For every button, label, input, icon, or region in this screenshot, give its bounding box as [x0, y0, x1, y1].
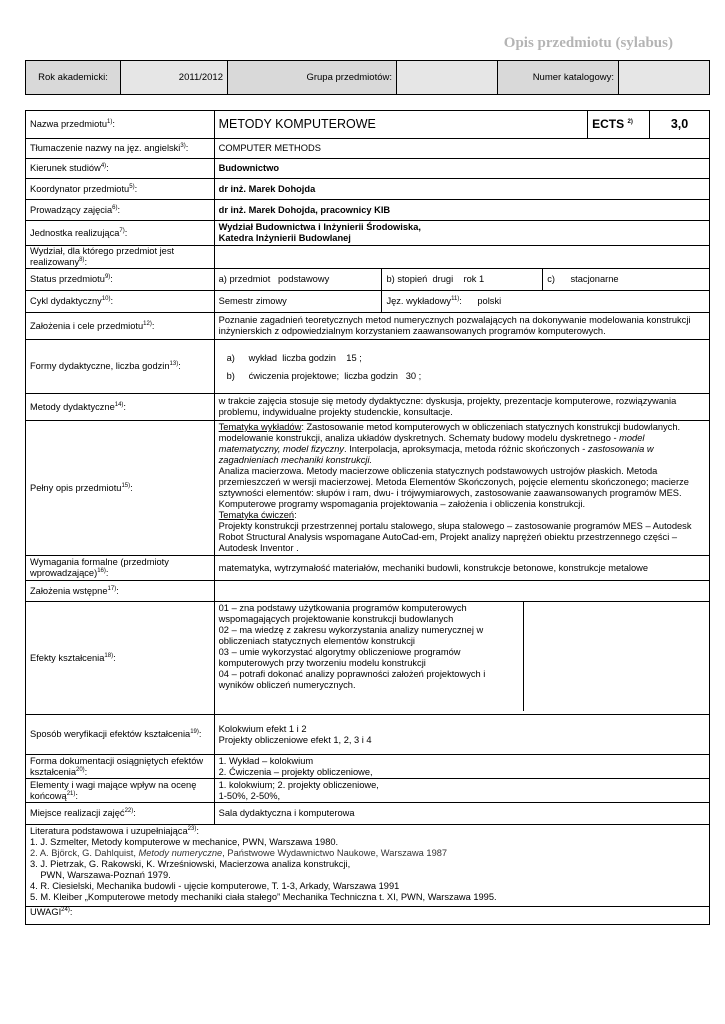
lit-item-4: 4. R. Ciesielski, Mechanika budowli - ujęcie komputerowe, T. 1-3, Arkady, Warszawa 1991: [30, 881, 400, 891]
nazwa-label: Nazwa przedmiotu$^{1)}$:: [26, 111, 215, 139]
row-tlumaczenie: [26, 139, 710, 159]
wydzial-label: Wydział, dla którego przedmiot jest realizowany$^{8)}$:: [26, 246, 215, 269]
forma-value: 1. Wykład – kolokwium 2. Ćwiczenia – projekty obliczeniowe,: [214, 755, 709, 779]
kierunek-value: Budownictwo: [214, 159, 709, 179]
formy-label: Formy dydaktyczne, liczba godzin$^{13)}$:: [26, 340, 215, 394]
rok-label: Rok akademicki:: [26, 61, 121, 95]
zalozenia-label: Założenia i cele przedmiotu$^{12)}$:: [26, 313, 215, 340]
row-pelny-opis: [26, 421, 710, 556]
lit-item-3b: PWN, Warszawa-Poznań 1979.: [30, 870, 171, 880]
cykl-label: Cykl dydaktyczny$^{10)}$:: [26, 291, 215, 313]
miejsce-value: Sala dydaktyczna i komputerowa: [214, 803, 709, 825]
cykl-value: Semestr zimowy: [214, 291, 382, 313]
status-a: a) przedmiot podstawowy: [214, 269, 382, 291]
row-wymagania: [26, 556, 710, 581]
rok-value: 2011/2012: [121, 61, 228, 95]
koordynator-value: dr inż. Marek Dohojda: [214, 179, 709, 200]
row-sposob: [26, 715, 710, 755]
grupa-label: Grupa przedmiotów:: [228, 61, 397, 95]
row-efekty: [26, 602, 710, 715]
status-b: b) stopień drugi rok 1: [382, 269, 543, 291]
wymagania-label: Wymagania formalne (przedmioty wprowadzające)$^{16)}$:: [26, 556, 215, 581]
status-c: c) stacjonarne: [543, 269, 710, 291]
row-nazwa: [26, 111, 710, 139]
row-zalozenia-wstepne: [26, 581, 710, 602]
efekty-inner: [215, 602, 709, 711]
uwagi-cell: UWAGI$^{24)}$:: [26, 907, 710, 925]
wymagania-value: matematyka, wytrzymałość materiałów, mechaniki budowli, konstrukcje betonowe, konstrukcje metalowe: [214, 556, 709, 581]
elementy-value: 1. kolokwium; 2. projekty obliczeniowe, 1-50%, 2-50%,: [214, 779, 709, 803]
kierunek-label: Kierunek studiów$^{4)}$:: [26, 159, 215, 179]
metody-label: Metody dydaktyczne$^{14)}$:: [26, 394, 215, 421]
tlumaczenie-label: Tłumaczenie nazwy na jęz. angielski$^{3)}$:: [26, 139, 215, 159]
ects-label: ECTS $^{2)}$: [588, 111, 650, 139]
zalozenia-wst-value: [214, 581, 709, 602]
lit-item-1: 1. J. Szmelter, Metody komputerowe w mechanice, PWN, Warszawa 1980.: [30, 837, 339, 847]
prowadzacy-label: Prowadzący zajęcia$^{6)}$:: [26, 200, 215, 221]
page-header-title: Opis przedmiotu (sylabus): [503, 35, 673, 51]
lit-item-3: 3. J. Pietrzak, G. Rakowski, K. Wrześniowski, Macierzowa analiza konstrukcji,: [30, 859, 351, 869]
metody-value: w trakcie zajęcia stosuje się metody dydaktyczne: dyskusja, projekty, prezentacje komputerowe, rozwiązywania problemu, indywidualne projekty studenckie, konsultacje.: [214, 394, 709, 421]
row-kierunek: [26, 159, 710, 179]
zalozenia-value: Poznanie zagadnień teoretycznych metod numerycznych pozwalających na dokonywanie modelowania konstrukcji inżynierskich z odpowiedzialnym korzystaniem zaawansowanych programów komputerowych.: [214, 313, 709, 340]
row-prowadzacy: [26, 200, 710, 221]
elementy-label: Elementy i wagi mające wpływ na ocenę końcową$^{21)}$:: [26, 779, 215, 803]
sposob-value: Kolokwium efekt 1 i 2 Projekty obliczeniowe efekt 1, 2, 3 i 4: [214, 715, 709, 755]
top-info-table: [25, 60, 710, 95]
lit-item-5: 5. M. Kleiber „Komputerowe metody mechaniki ciała stałego” Mechanika Techniczna t. XI, PWN, Warszawa 1995.: [30, 892, 497, 902]
row-zalozenia: [26, 313, 710, 340]
row-wydzial: [26, 246, 710, 269]
row-status: [26, 269, 710, 291]
row-forma: [26, 755, 710, 779]
row-uwagi: [26, 907, 710, 925]
numer-value: [619, 61, 710, 95]
jezyk-cell: Jęz. wykładowy$^{11)}$: polski: [382, 291, 710, 313]
jednostka-label: Jednostka realizująca$^{7)}$:: [26, 221, 215, 246]
pelny-label: Pełny opis przedmiotu$^{15)}$:: [26, 421, 215, 556]
pelny-value: Tematyka wykładów: Zastosowanie metod komputerowych w obliczeniach statycznych konstrukcji budowlanych. modelowanie konstrukcji, analiza układów dyskretnych. Schematy budowy modelu dyskretnego - model matematyczny, model fizyczny. Interpolacja, aproksymacja, metoda różnic skończonych - zastosowania w zagadnieniach mechaniki konstrukcji. Analiza macierzowa. Metody macierzowe obliczenia statycznych podstawowych ustrojów płaskich. Metoda przemieszczeń w wersji macierzowej. Metoda Elementów Skończonych, pojęcie elementu skończonego; macierze sztywności elementów: słupów i ram, dwu- i trójwymiarowych, zastosowanie zaawansowanych programów MES. Komputerowe programy wspomagania projektowania – założenia i obliczenia konstrukcji. Tematyka ćwiczeń: Projekty konstrukcji przestrzennej portalu stalowego, słupa stalowego – zastosowanie programów MES – Autodesk Robot Structural Analysis wspomagane AutoCad-em, Projekt analizy naprężeń obiektu przestrzennego części – Autodesk Inventor .: [214, 421, 709, 556]
row-metody: [26, 394, 710, 421]
row-literatura: [26, 825, 710, 907]
nazwa-value: METODY KOMPUTEROWE: [214, 111, 588, 139]
tlumaczenie-value: COMPUTER METHODS: [214, 139, 709, 159]
syllabus-table: [25, 110, 710, 925]
sposob-label: Sposób weryfikacji efektów kształcenia$^{19)}$:: [26, 715, 215, 755]
zalozenia-wst-label: Założenia wstępne$^{17)}$:: [26, 581, 215, 602]
wydzial-value: [214, 246, 709, 269]
row-cykl: [26, 291, 710, 313]
efekty-empty: [523, 602, 709, 711]
grupa-value: [397, 61, 498, 95]
row-elementy: [26, 779, 710, 803]
jednostka-value: Wydział Budownictwa i Inżynierii Środowiska, Katedra Inżynierii Budowlanej: [214, 221, 709, 246]
miejsce-label: Miejsce realizacji zajęć$^{22)}$:: [26, 803, 215, 825]
status-label: Status przedmiotu$^{9)}$:: [26, 269, 215, 291]
literatura-cell: Literatura podstawowa i uzupełniająca$^{23)}$: 1. J. Szmelter, Metody komputerowe w mechanice, PWN, Warszawa 1980. 2. A. Björck, G. Dahlquist, Metody numeryczne, Państwowe Wydawnictwo Naukowe, Warszawa 1987 3. J. Pietrzak, G. Rakowski, K. Wrześniowski, Macierzowa analiza konstrukcji, PWN, Warszawa-Poznań 1979. 4. R. Ciesielski, Mechanika budowli - ujęcie komputerowe, T. 1-3, Arkady, Warszawa 1991 5. M. Kleiber „Komputerowe metody mechaniki ciała stałego” Mechanika Techniczna t. XI, PWN, Warszawa 1995.: [26, 825, 710, 907]
prowadzacy-value: dr inż. Marek Dohojda, pracownicy KIB: [214, 200, 709, 221]
lit-item-2: 2. A. Björck, G. Dahlquist, Metody numeryczne, Państwowe Wydawnictwo Naukowe, Warszawa 1987: [30, 848, 448, 858]
row-miejsce: [26, 803, 710, 825]
ects-value: 3,0: [650, 111, 710, 139]
efekty-label: Efekty kształcenia$^{18)}$:: [26, 602, 215, 715]
row-formy: [26, 340, 710, 394]
formy-value: a) wykład liczba godzin 15 ; b) ćwiczenia projektowe; liczba godzin 30 ;: [214, 340, 709, 394]
koordynator-label: Koordynator przedmiotu$^{5)}$:: [26, 179, 215, 200]
efekty-list: 01 – zna podstawy użytkowania programów komputerowych wspomagających projektowanie konstrukcji budowlanych 02 – ma wiedzę z zakresu wykorzystania analizy numerycznej w obliczeniach statycznych elementów konstrukcji 03 – umie wykorzystać algorytmy obliczeniowe programów komputerowych przy tworzeniu modelu konstrukcji 04 – potrafi dokonać analizy poprawności założeń projektowych i wyników obliczeń numerycznych.: [215, 602, 524, 711]
numer-label: Numer katalogowy:: [498, 61, 619, 95]
efekty-cell: [214, 602, 709, 715]
row-jednostka: [26, 221, 710, 246]
forma-label: Forma dokumentacji osiągniętych efektów kształcenia$^{20)}$:: [26, 755, 215, 779]
row-koordynator: [26, 179, 710, 200]
